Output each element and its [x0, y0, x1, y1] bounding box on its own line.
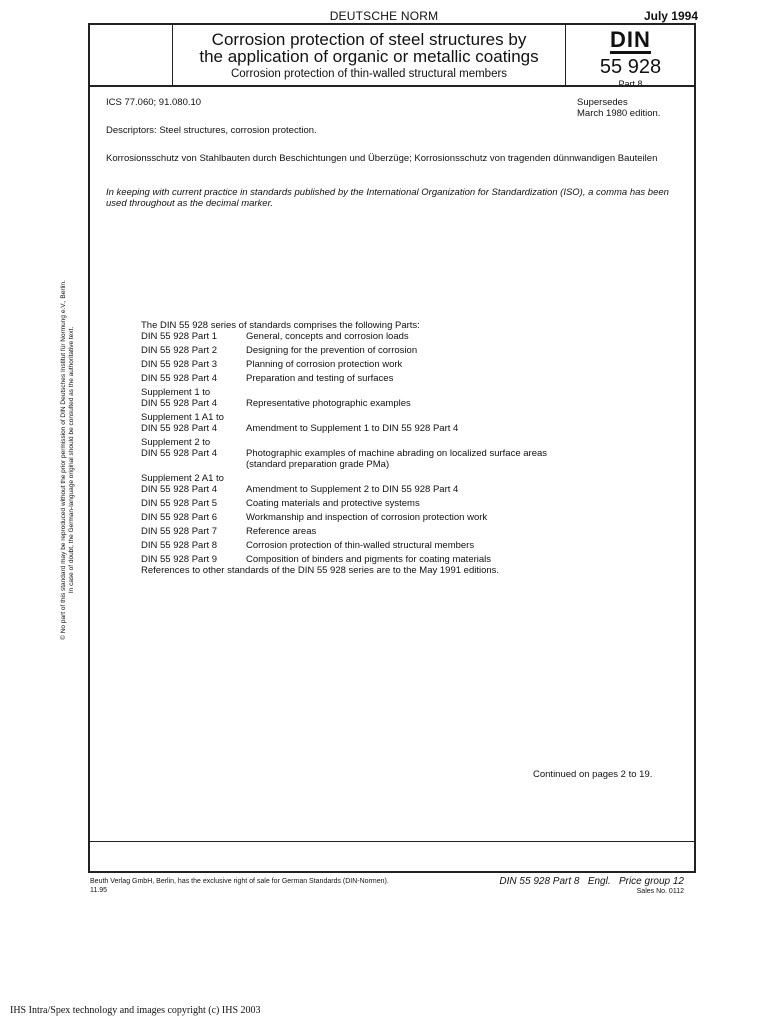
part-row [141, 331, 547, 342]
part-desc: Amendment to Supplement 2 to DIN 55 928 Part 4 [246, 484, 459, 495]
part-desc: Composition of binders and pigments for coating materials [246, 554, 492, 565]
part-desc: Photographic examples of machine abrading on localized surface areas [246, 448, 548, 459]
part-row [141, 459, 547, 470]
part-row [141, 398, 547, 409]
part-desc: Preparation and testing of surfaces [246, 373, 394, 384]
part-desc: Workmanship and inspection of corrosion protection work [246, 512, 488, 523]
part-id: DIN 55 928 Part 6 [141, 512, 218, 523]
german-title: Korrosionsschutz von Stahlbauten durch Beschichtungen und Überzüge; Korrosionsschutz von tragenden dünnwandigen Bauteilen [106, 153, 658, 164]
part-id: DIN 55 928 Part 4 [141, 398, 218, 409]
sidebar-line-1: © No part of this standard may be reproduced without the prior permission of DIN Deutsches Institut für Normung e.V., Berlin. [60, 280, 67, 640]
series-list [141, 320, 681, 576]
part-row [141, 509, 547, 523]
part-row [141, 356, 547, 370]
sales-number: Sales No. 0112 [636, 888, 684, 895]
part-desc: Reference areas [246, 526, 317, 537]
subtitle: Corrosion protection of thin-walled structural members [230, 68, 508, 80]
part-row [141, 551, 547, 565]
supersedes-block [577, 97, 660, 119]
continued-note: Continued on pages 2 to 19. [533, 769, 653, 780]
part-id: DIN 55 928 Part 9 [141, 554, 218, 565]
date-code: 11.95 [90, 887, 107, 894]
publisher-note: Beuth Verlag GmbH, Berlin, has the exclusive right of sale for German Standards (DIN-Normen). [90, 878, 389, 885]
header-blank-cell [90, 25, 173, 85]
part-prefix: Supplement 1 A1 to [141, 412, 224, 423]
part-id: DIN 55 928 Part 8 [141, 540, 218, 551]
footer-din-ref: DIN 55 928 Part 8 [499, 876, 580, 887]
din-logo: DIN [610, 27, 651, 52]
ics-code: ICS 77.060; 91.080.10 [106, 97, 202, 108]
sidebar-line-2: In case of doubt, the German-language original should be consulted as the authoritative text. [68, 326, 75, 594]
part-desc-cont: (standard preparation grade PMa) [246, 459, 390, 470]
part-desc: Representative photographic examples [246, 398, 411, 409]
part-id: DIN 55 928 Part 4 [141, 484, 218, 495]
copyright-sidebar [60, 240, 100, 680]
part-desc: Planning of corrosion protection work [246, 359, 403, 370]
sidebar-text [60, 240, 76, 680]
part-id: DIN 55 928 Part 4 [141, 423, 218, 434]
price-group: Price group 12 [618, 876, 684, 887]
part-row [141, 423, 547, 434]
part-prefix: Supplement 1 to [141, 387, 211, 398]
title-line-2: the application of organic or metallic coatings [199, 47, 539, 66]
series-intro: The DIN 55 928 series of standards comprises the following Parts: [141, 320, 420, 331]
part-row [141, 409, 547, 423]
part-row [141, 434, 547, 448]
title-line-1: Corrosion protection of steel structures by [211, 30, 527, 49]
footer-language: Engl. [587, 876, 611, 887]
part-id: DIN 55 928 Part 5 [141, 498, 218, 509]
part-row [141, 470, 547, 484]
part-id: DIN 55 928 Part 4 [141, 448, 218, 459]
ihs-copyright: IHS Intra/Spex technology and images copyright (c) IHS 2003 [10, 1005, 261, 1016]
parts-table [141, 331, 547, 565]
din-number: 55 928 [599, 56, 662, 78]
footer-publisher-block [90, 877, 389, 895]
part-id: DIN 55 928 Part 3 [141, 359, 218, 370]
part-row [141, 523, 547, 537]
part-id: DIN 55 928 Part 4 [141, 373, 218, 384]
part-desc: Corrosion protection of thin-walled structural members [246, 540, 475, 551]
din-part: Part 8 [618, 79, 643, 89]
footer-ref-block [499, 876, 684, 887]
din-number-block [565, 25, 695, 89]
iso-note: In keeping with current practice in standards published by the International Organization for Standardization (ISO), a comma has been used throughout as the decimal marker. [106, 187, 669, 209]
standard-type: DEUTSCHE NORM [329, 9, 439, 23]
descriptors: Descriptors: Steel structures, corrosion protection. [106, 125, 317, 136]
header-rule [90, 85, 694, 87]
part-prefix: Supplement 2 A1 to [141, 473, 224, 484]
title-block [173, 25, 565, 85]
supersedes-label: Supersedes [577, 97, 628, 108]
part-desc: Coating materials and protective systems [246, 498, 420, 509]
part-row [141, 484, 547, 495]
part-prefix: Supplement 2 to [141, 437, 211, 448]
footer-rule [90, 841, 694, 842]
part-id: DIN 55 928 Part 2 [141, 345, 218, 356]
part-desc: Designing for the prevention of corrosion [246, 345, 418, 356]
part-row [141, 495, 547, 509]
references-note: References to other standards of the DIN 55 928 series are to the May 1991 editions. [141, 565, 500, 576]
part-desc: Amendment to Supplement 1 to DIN 55 928 Part 4 [246, 423, 459, 434]
part-row [141, 448, 547, 459]
part-row [141, 370, 547, 384]
part-id: DIN 55 928 Part 1 [141, 331, 218, 342]
part-row [141, 537, 547, 551]
part-id: DIN 55 928 Part 7 [141, 526, 218, 537]
supersedes-value: March 1980 edition. [577, 108, 661, 119]
issue-date: July 1994 [643, 9, 698, 23]
part-row [141, 384, 547, 398]
part-row [141, 342, 547, 356]
part-desc: General, concepts and corrosion loads [246, 331, 409, 342]
